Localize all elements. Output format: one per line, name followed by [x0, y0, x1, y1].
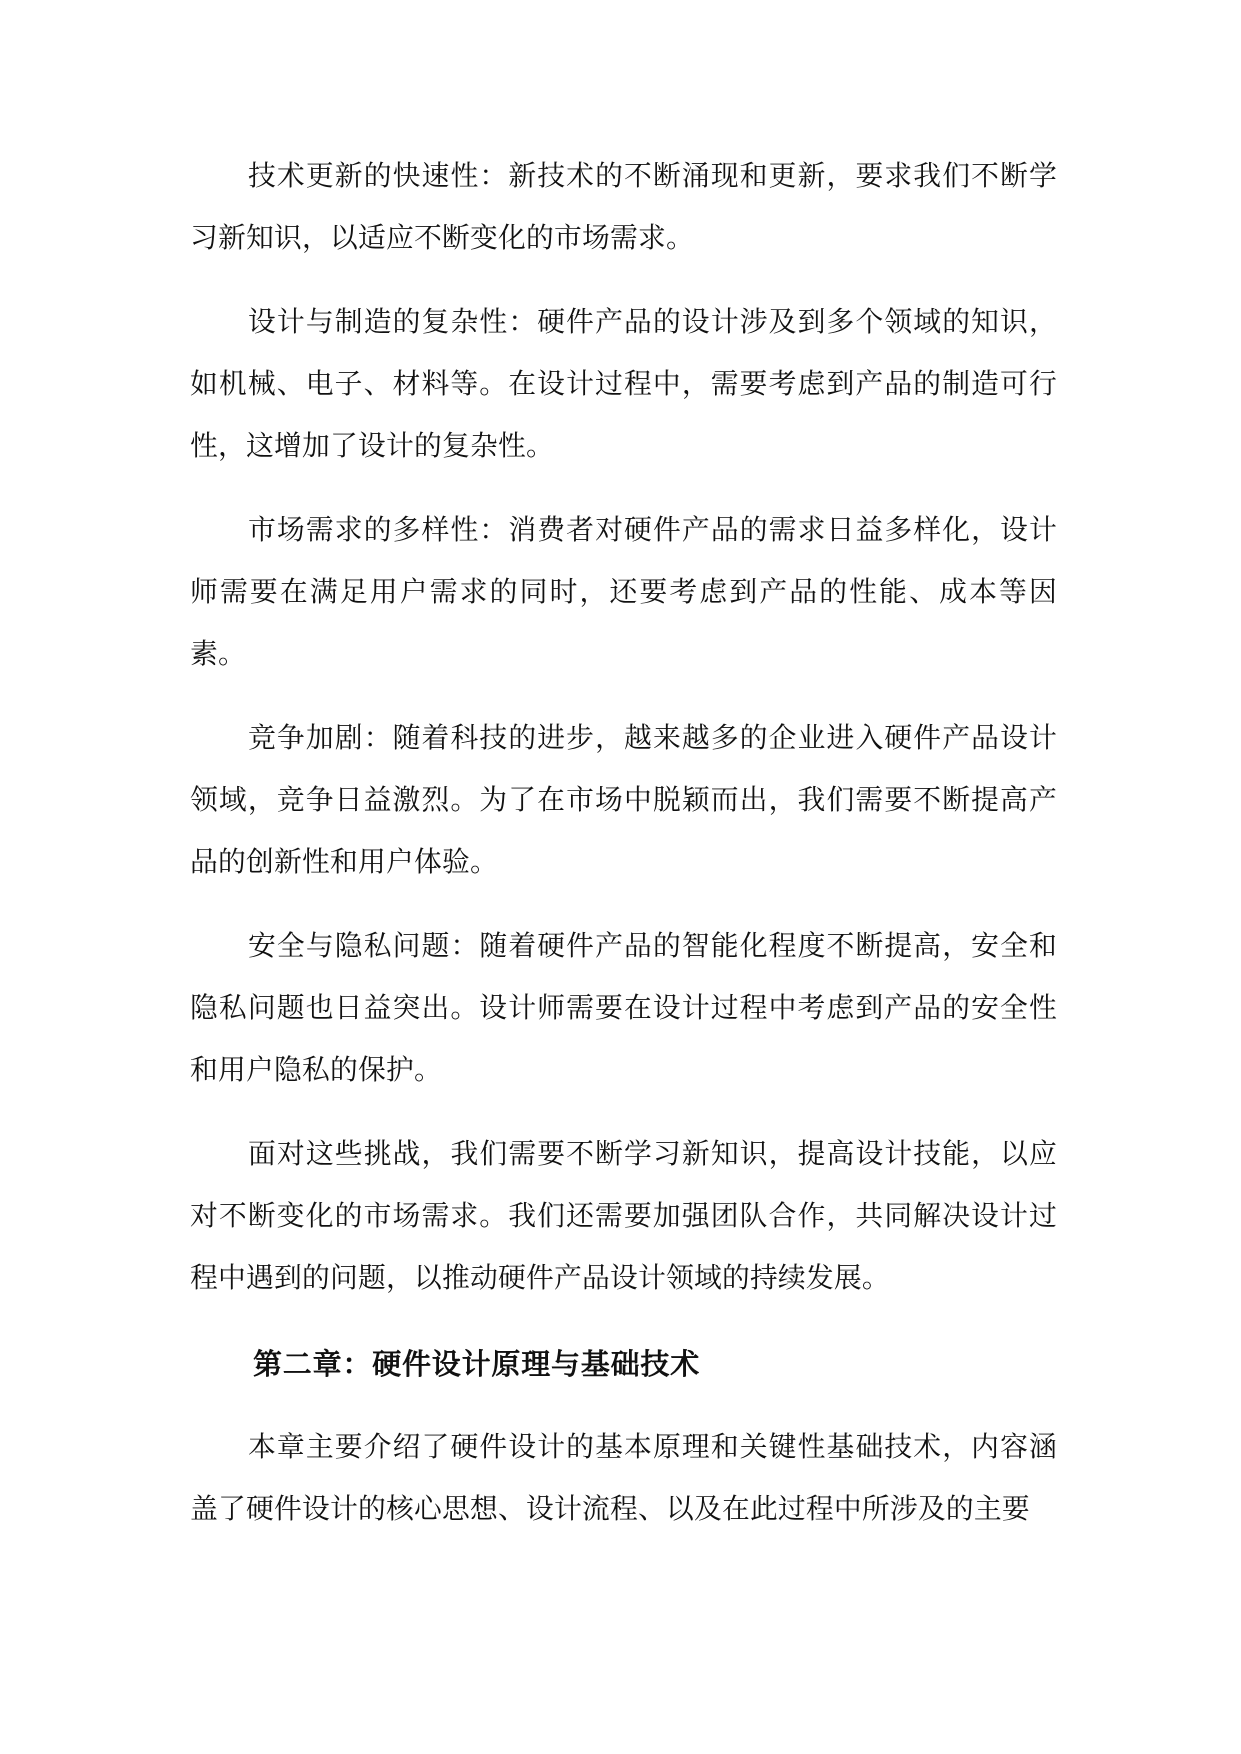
paragraph-tech-update-speed: 技术更新的快速性：新技术的不断涌现和更新，要求我们不断学习新知识，以适应不断变化的市场需求。 [190, 159, 1057, 254]
paragraph-design-manufacturing-complexity: 设计与制造的复杂性：硬件产品的设计涉及到多个领域的知识，如机械、电子、材料等。在设计过程中，需要考虑到产品的制造可行性，这增加了设计的复杂性。 [190, 305, 1057, 462]
paragraph-security-privacy: 安全与隐私问题：随着硬件产品的智能化程度不断提高，安全和隐私问题也日益突出。设计师需要在设计过程中考虑到产品的安全性和用户隐私的保护。 [190, 929, 1057, 1086]
paragraph-facing-challenges: 面对这些挑战，我们需要不断学习新知识，提高设计技能，以应对不断变化的市场需求。我们还需要加强团队合作，共同解决设计过程中遇到的问题，以推动硬件产品设计领域的持续发展。 [190, 1137, 1057, 1294]
paragraph-chapter-intro: 本章主要介绍了硬件设计的基本原理和关键性基础技术，内容涵盖了硬件设计的核心思想、设计流程、以及在此过程中所涉及的主要 [190, 1430, 1057, 1525]
paragraph-competition-intensified: 竞争加剧：随着科技的进步，越来越多的企业进入硬件产品设计领域，竞争日益激烈。为了在市场中脱颖而出，我们需要不断提高产品的创新性和用户体验。 [190, 721, 1057, 878]
chapter-heading: 第二章：硬件设计原理与基础技术 [253, 1347, 701, 1381]
document-body [190, 145, 1057, 1562]
paragraph-market-demand-diversity: 市场需求的多样性：消费者对硬件产品的需求日益多样化，设计师需要在满足用户需求的同时，还要考虑到产品的性能、成本等因素。 [190, 513, 1057, 670]
